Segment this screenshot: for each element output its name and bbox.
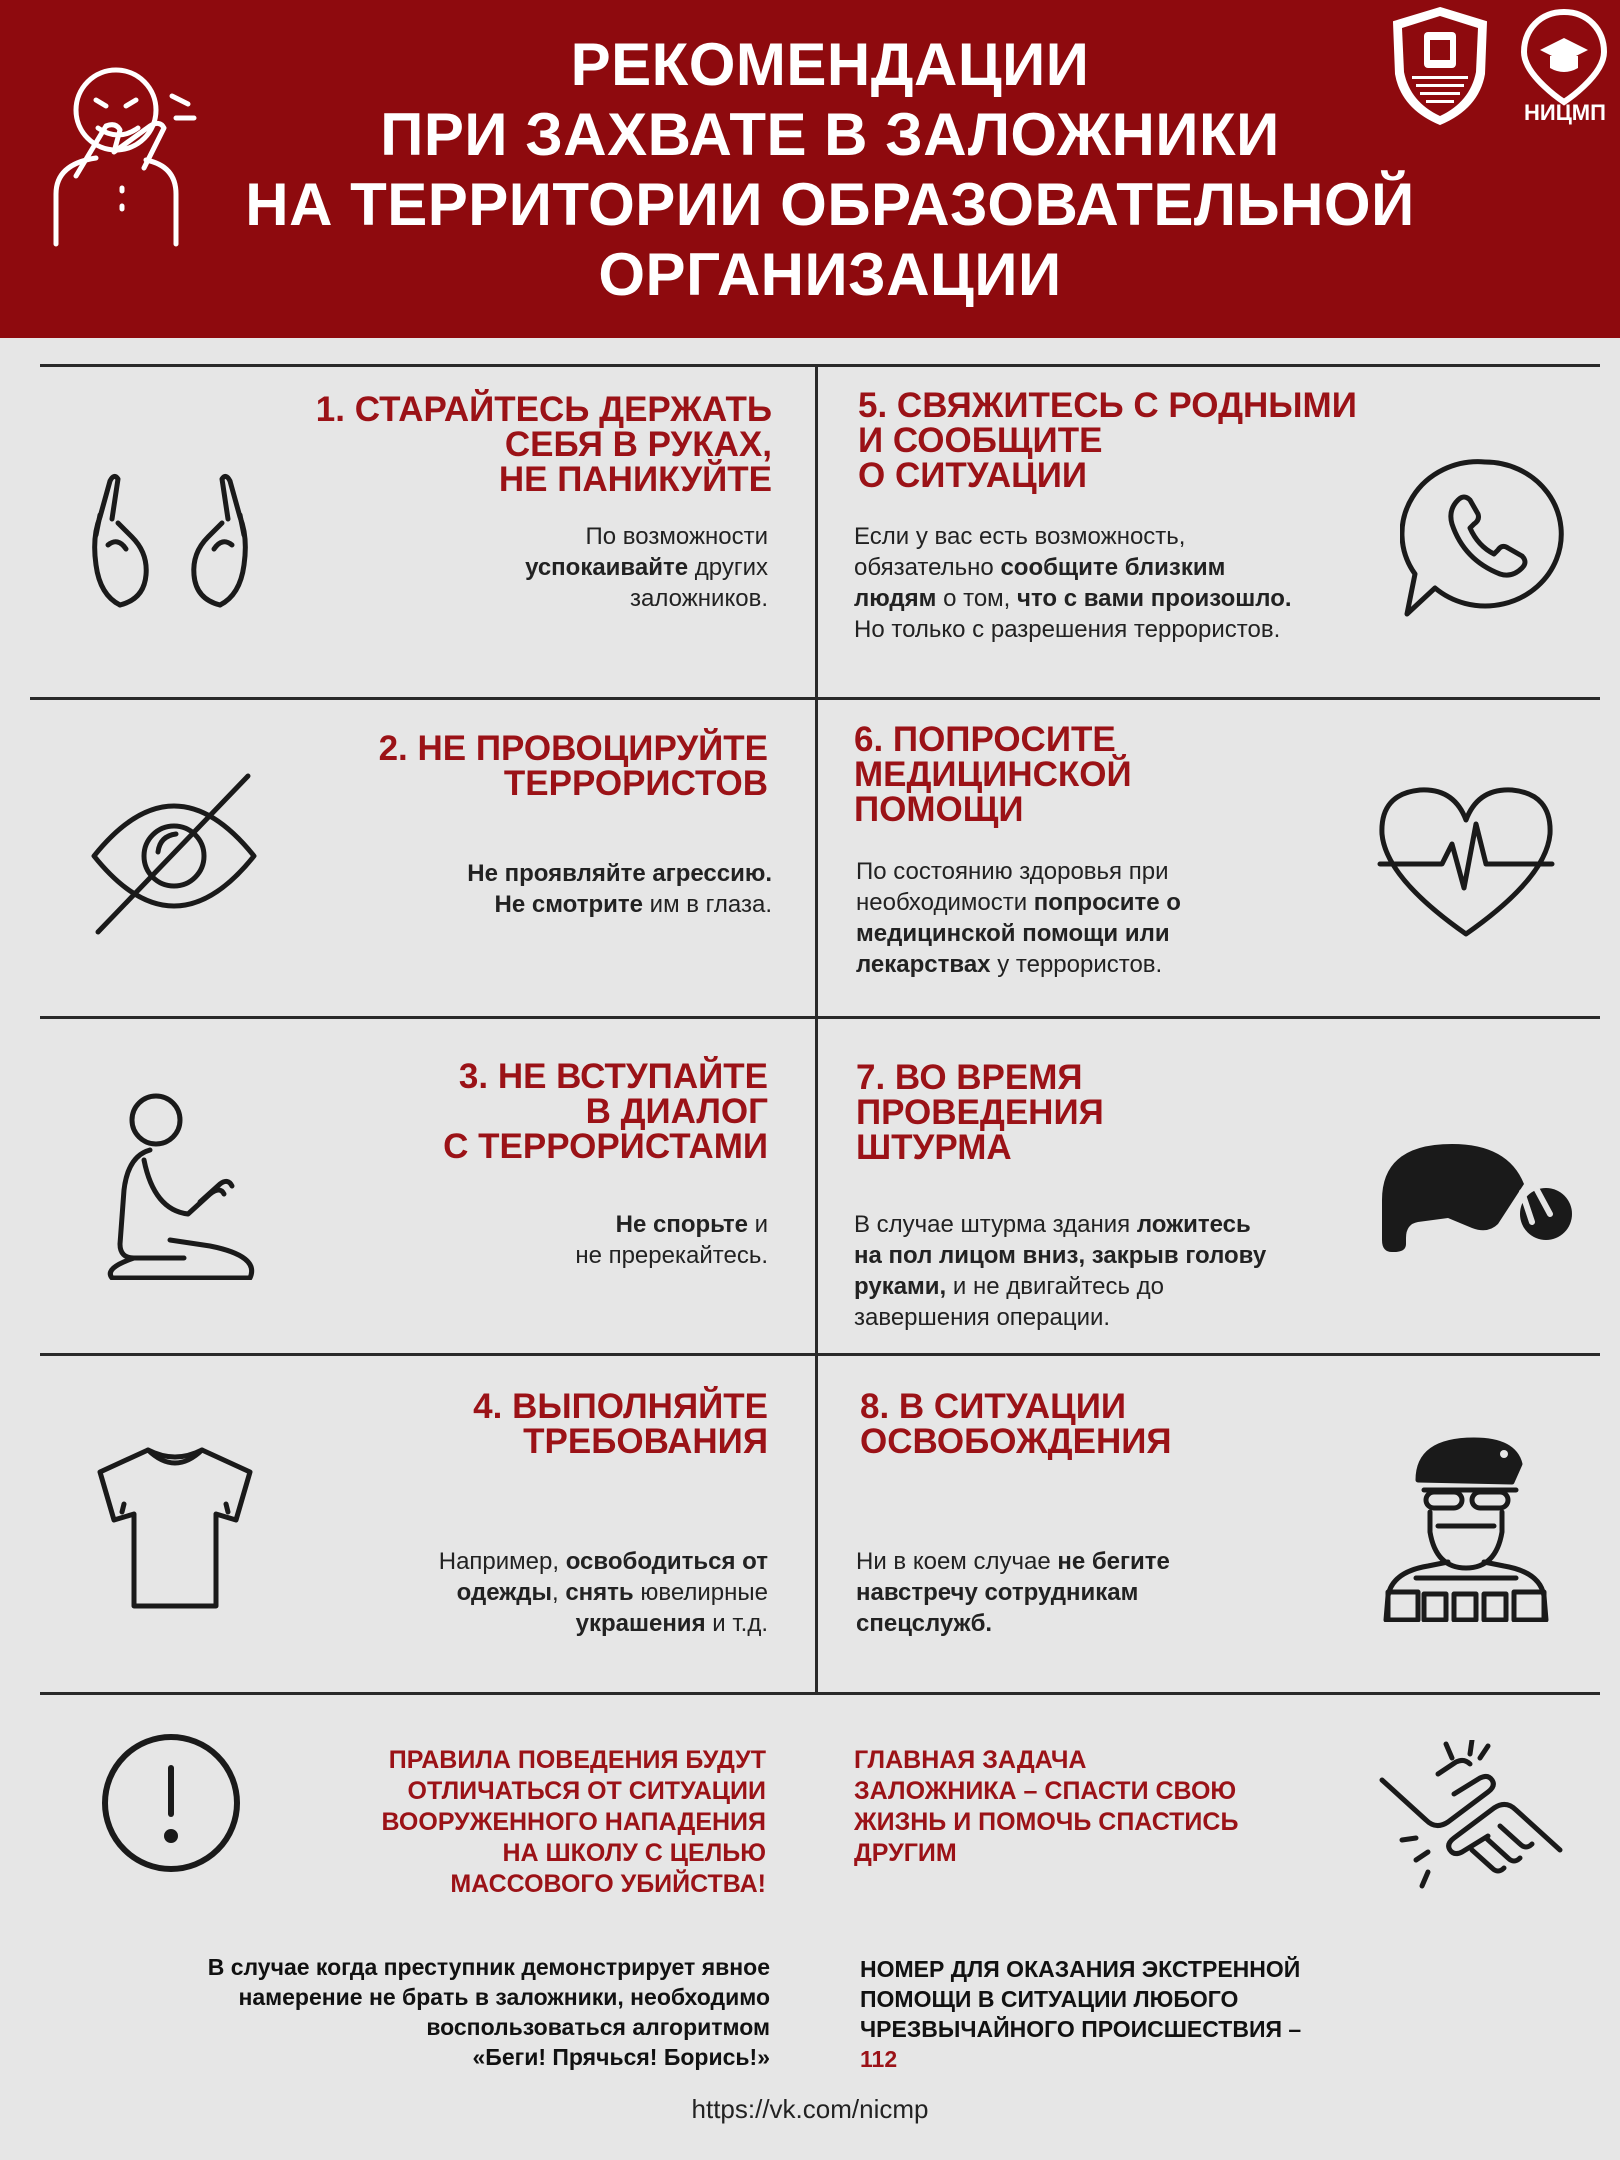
text-line: [300, 889, 772, 920]
text-line: [300, 858, 772, 889]
title-line: И СООБЩИТЕ: [858, 421, 1103, 460]
item-8-text: [856, 1546, 1416, 1639]
note-line: НОМЕР ДЛЯ ОКАЗАНИЯ ЭКСТРЕННОЙ: [860, 1956, 1301, 1982]
page-title: [180, 30, 1480, 310]
text: ,: [551, 1579, 566, 1606]
warning-line: ОТЛИЧАТЬСЯ ОТ СИТУАЦИИ: [407, 1777, 766, 1805]
bold-text: что с вами произошло.: [1017, 585, 1292, 612]
bold-text: не бегите: [1057, 1548, 1170, 1575]
bold-text: попросите о: [1033, 889, 1181, 916]
title-line: ПОМОЩИ: [854, 790, 1024, 829]
note-line: «Беги! Прячься! Борись!»: [472, 2044, 770, 2070]
item-4-text: [300, 1546, 768, 1639]
text-line: [300, 1209, 768, 1240]
warning-line: МАССОВОГО УБИЙСТВА!: [450, 1870, 766, 1898]
title-line: 4. ВЫПОЛНЯЙТЕ: [473, 1387, 768, 1426]
title-line: МЕДИЦИНСКОЙ: [854, 755, 1132, 794]
item-3-title: [200, 1059, 768, 1164]
title-line: ПРИ ЗАХВАТЕ В ЗАЛОЖНИКИ: [380, 101, 1280, 168]
divider: [815, 366, 818, 1692]
text: и не двигайтесь до: [946, 1273, 1164, 1300]
bold-text: Не проявляйте агрессию.: [467, 860, 772, 887]
text: других: [688, 554, 768, 581]
emergency-number: 112: [860, 2046, 898, 2072]
title-line: 3. НЕ ВСТУПАЙТЕ: [458, 1057, 768, 1096]
text-line: заложников.: [630, 585, 768, 612]
title-line: 5. СВЯЖИТЕСЬ С РОДНЫМИ: [858, 386, 1357, 425]
item-7-text: [854, 1209, 1414, 1333]
item-5-text: [854, 521, 1414, 645]
bold-text: руками,: [854, 1273, 947, 1300]
bold-text: украшения: [575, 1610, 706, 1637]
helping-hands-icon: [1376, 1740, 1566, 1890]
title-line: ТРЕБОВАНИЯ: [523, 1422, 768, 1461]
text: В случае штурма здания: [854, 1211, 1137, 1238]
item-1-text: [300, 521, 768, 614]
title-line: ТЕРРОРИСТОВ: [503, 764, 768, 803]
title-line: ШТУРМА: [856, 1128, 1012, 1167]
special-forces-officer-icon: [1376, 1432, 1556, 1622]
text-line: Если у вас есть возможность,: [854, 523, 1186, 550]
text: о том,: [936, 585, 1018, 612]
item-4-title: [200, 1389, 768, 1459]
title-line: 2. НЕ ПРОВОЦИРУЙТЕ: [378, 729, 768, 768]
bold-text: освободиться от: [565, 1548, 768, 1575]
title-line: О СИТУАЦИИ: [858, 456, 1088, 495]
title-line: РЕКОМЕНДАЦИИ: [570, 31, 1090, 98]
task-line: ДРУГИМ: [854, 1839, 957, 1867]
emergency-note: [860, 1954, 1580, 2074]
title-line: В ДИАЛОГ: [585, 1092, 768, 1131]
text-line: [856, 949, 1416, 980]
title-line: С ТЕРРОРИСТАМИ: [443, 1127, 768, 1166]
divider: [40, 1016, 1600, 1019]
divider: [40, 364, 1600, 367]
title-line: НА ТЕРРИТОРИИ ОБРАЗОВАТЕЛЬНОЙ: [245, 171, 1415, 238]
task-line: ЖИЗНЬ И ПОМОЧЬ СПАСТИСЬ: [854, 1808, 1239, 1836]
text-line: По возможности: [585, 523, 768, 550]
item-3-text: [300, 1209, 768, 1271]
text: необходимости: [856, 889, 1034, 916]
item-2-text: [300, 858, 772, 920]
footer-link[interactable]: https://vk.com/nicmp: [691, 2094, 929, 2124]
item-6-text: [856, 856, 1416, 980]
bold-text: Не спорьте: [615, 1211, 748, 1238]
lying-face-down-icon: [1376, 1140, 1576, 1252]
text: Ни в коем случае: [856, 1548, 1058, 1575]
t-shirt-icon: [90, 1440, 260, 1610]
text-line: [856, 918, 1416, 949]
text-line: [854, 1209, 1414, 1240]
bold-text: ложитесь: [1136, 1211, 1251, 1238]
heartbeat-icon: [1376, 784, 1556, 944]
text: и т.д.: [705, 1610, 768, 1637]
text: и: [747, 1211, 768, 1238]
task-line: ЗАЛОЖНИКА – СПАСТИ СВОЮ: [854, 1777, 1237, 1805]
algorithm-note: [60, 1952, 770, 2072]
warning-line: НА ШКОЛУ С ЦЕЛЬЮ: [502, 1839, 766, 1867]
text-line: [854, 1271, 1414, 1302]
title-line: ПРОВЕДЕНИЯ: [856, 1093, 1104, 1132]
title-line: СЕБЯ В РУКАХ,: [504, 425, 772, 464]
item-1-title: [200, 392, 772, 497]
text-line: [300, 1546, 768, 1577]
divider: [40, 1692, 1600, 1695]
bold-text: на пол лицом вниз, закрыв голову: [854, 1242, 1267, 1269]
text-line: [300, 1577, 768, 1608]
logo-text: НИЦМП: [1524, 100, 1606, 125]
phone-chat-icon: [1400, 456, 1570, 620]
item-2-title: [200, 731, 768, 801]
text: ювелирные: [633, 1579, 768, 1606]
item-8-title: [860, 1389, 1420, 1459]
text: им в глаза.: [643, 891, 772, 918]
bold-text: Не смотрите: [494, 891, 643, 918]
title-line: 7. ВО ВРЕМЯ: [856, 1058, 1083, 1097]
title-line: 6. ПОПРОСИТЕ: [854, 720, 1116, 759]
text-line: [856, 887, 1416, 918]
text-line: не пререкайтесь.: [575, 1242, 768, 1269]
bold-text: навстречу сотрудникам: [856, 1579, 1139, 1606]
main-task-text: [854, 1745, 1354, 1869]
note-line: намерение не брать в заложники, необходимо: [238, 1984, 770, 2010]
text: ЧРЕЗВЫЧАЙНОГО ПРОИСШЕСТВИЯ –: [860, 2016, 1302, 2042]
text-line: [856, 1608, 1416, 1639]
exclamation-circle-icon: [100, 1732, 242, 1874]
bold-text: спецслужб.: [856, 1610, 993, 1637]
text: у террористов.: [990, 951, 1163, 978]
antiterror-commission-shield-logo: [1388, 4, 1492, 128]
bold-text: людям: [854, 585, 937, 612]
item-6-title: [854, 722, 1414, 827]
warning-line: ПРАВИЛА ПОВЕДЕНИЯ БУДУТ: [388, 1746, 766, 1774]
warning-text: [300, 1745, 766, 1900]
bold-text: лекарствах: [856, 951, 991, 978]
text-line: По состоянию здоровья при: [856, 858, 1169, 885]
bold-text: снять: [565, 1579, 634, 1606]
divider: [40, 1353, 1600, 1356]
bold-text: сообщите близким: [1000, 554, 1226, 581]
text-line: [854, 583, 1414, 614]
note-line: В случае когда преступник демонстрирует явное: [207, 1954, 770, 1980]
title-line: ОРГАНИЗАЦИИ: [598, 241, 1062, 308]
header-banner: [0, 0, 1620, 338]
text: обязательно: [854, 554, 1001, 581]
title-line: 1. СТАРАЙТЕСЬ ДЕРЖАТЬ: [315, 390, 772, 429]
task-line: ГЛАВНАЯ ЗАДАЧА: [854, 1746, 1087, 1774]
item-7-title: [856, 1060, 1416, 1165]
bold-text: успокаивайте: [525, 554, 689, 581]
text-line: [300, 552, 768, 583]
text-line: Но только с разрешения террористов.: [854, 616, 1281, 643]
text-line: [856, 1546, 1416, 1577]
text-line: завершения операции.: [854, 1304, 1111, 1331]
bold-text: одежды: [456, 1579, 552, 1606]
title-line: НЕ ПАНИКУЙТЕ: [498, 460, 772, 499]
note-line: ПОМОЩИ В СИТУАЦИИ ЛЮБОГО: [860, 1986, 1239, 2012]
note-line: воспользоваться алгоритмом: [426, 2014, 770, 2040]
warning-line: ВООРУЖЕННОГО НАПАДЕНИЯ: [381, 1808, 766, 1836]
title-line: 8. В СИТУАЦИИ: [860, 1387, 1127, 1426]
text: Например,: [438, 1548, 566, 1575]
note-line: [860, 2014, 1580, 2074]
text-line: [300, 1608, 768, 1639]
text-line: [856, 1577, 1416, 1608]
bold-text: медицинской помощи или: [856, 920, 1170, 947]
text-line: [854, 1240, 1414, 1271]
text-line: [854, 552, 1414, 583]
title-line: ОСВОБОЖДЕНИЯ: [860, 1422, 1172, 1461]
